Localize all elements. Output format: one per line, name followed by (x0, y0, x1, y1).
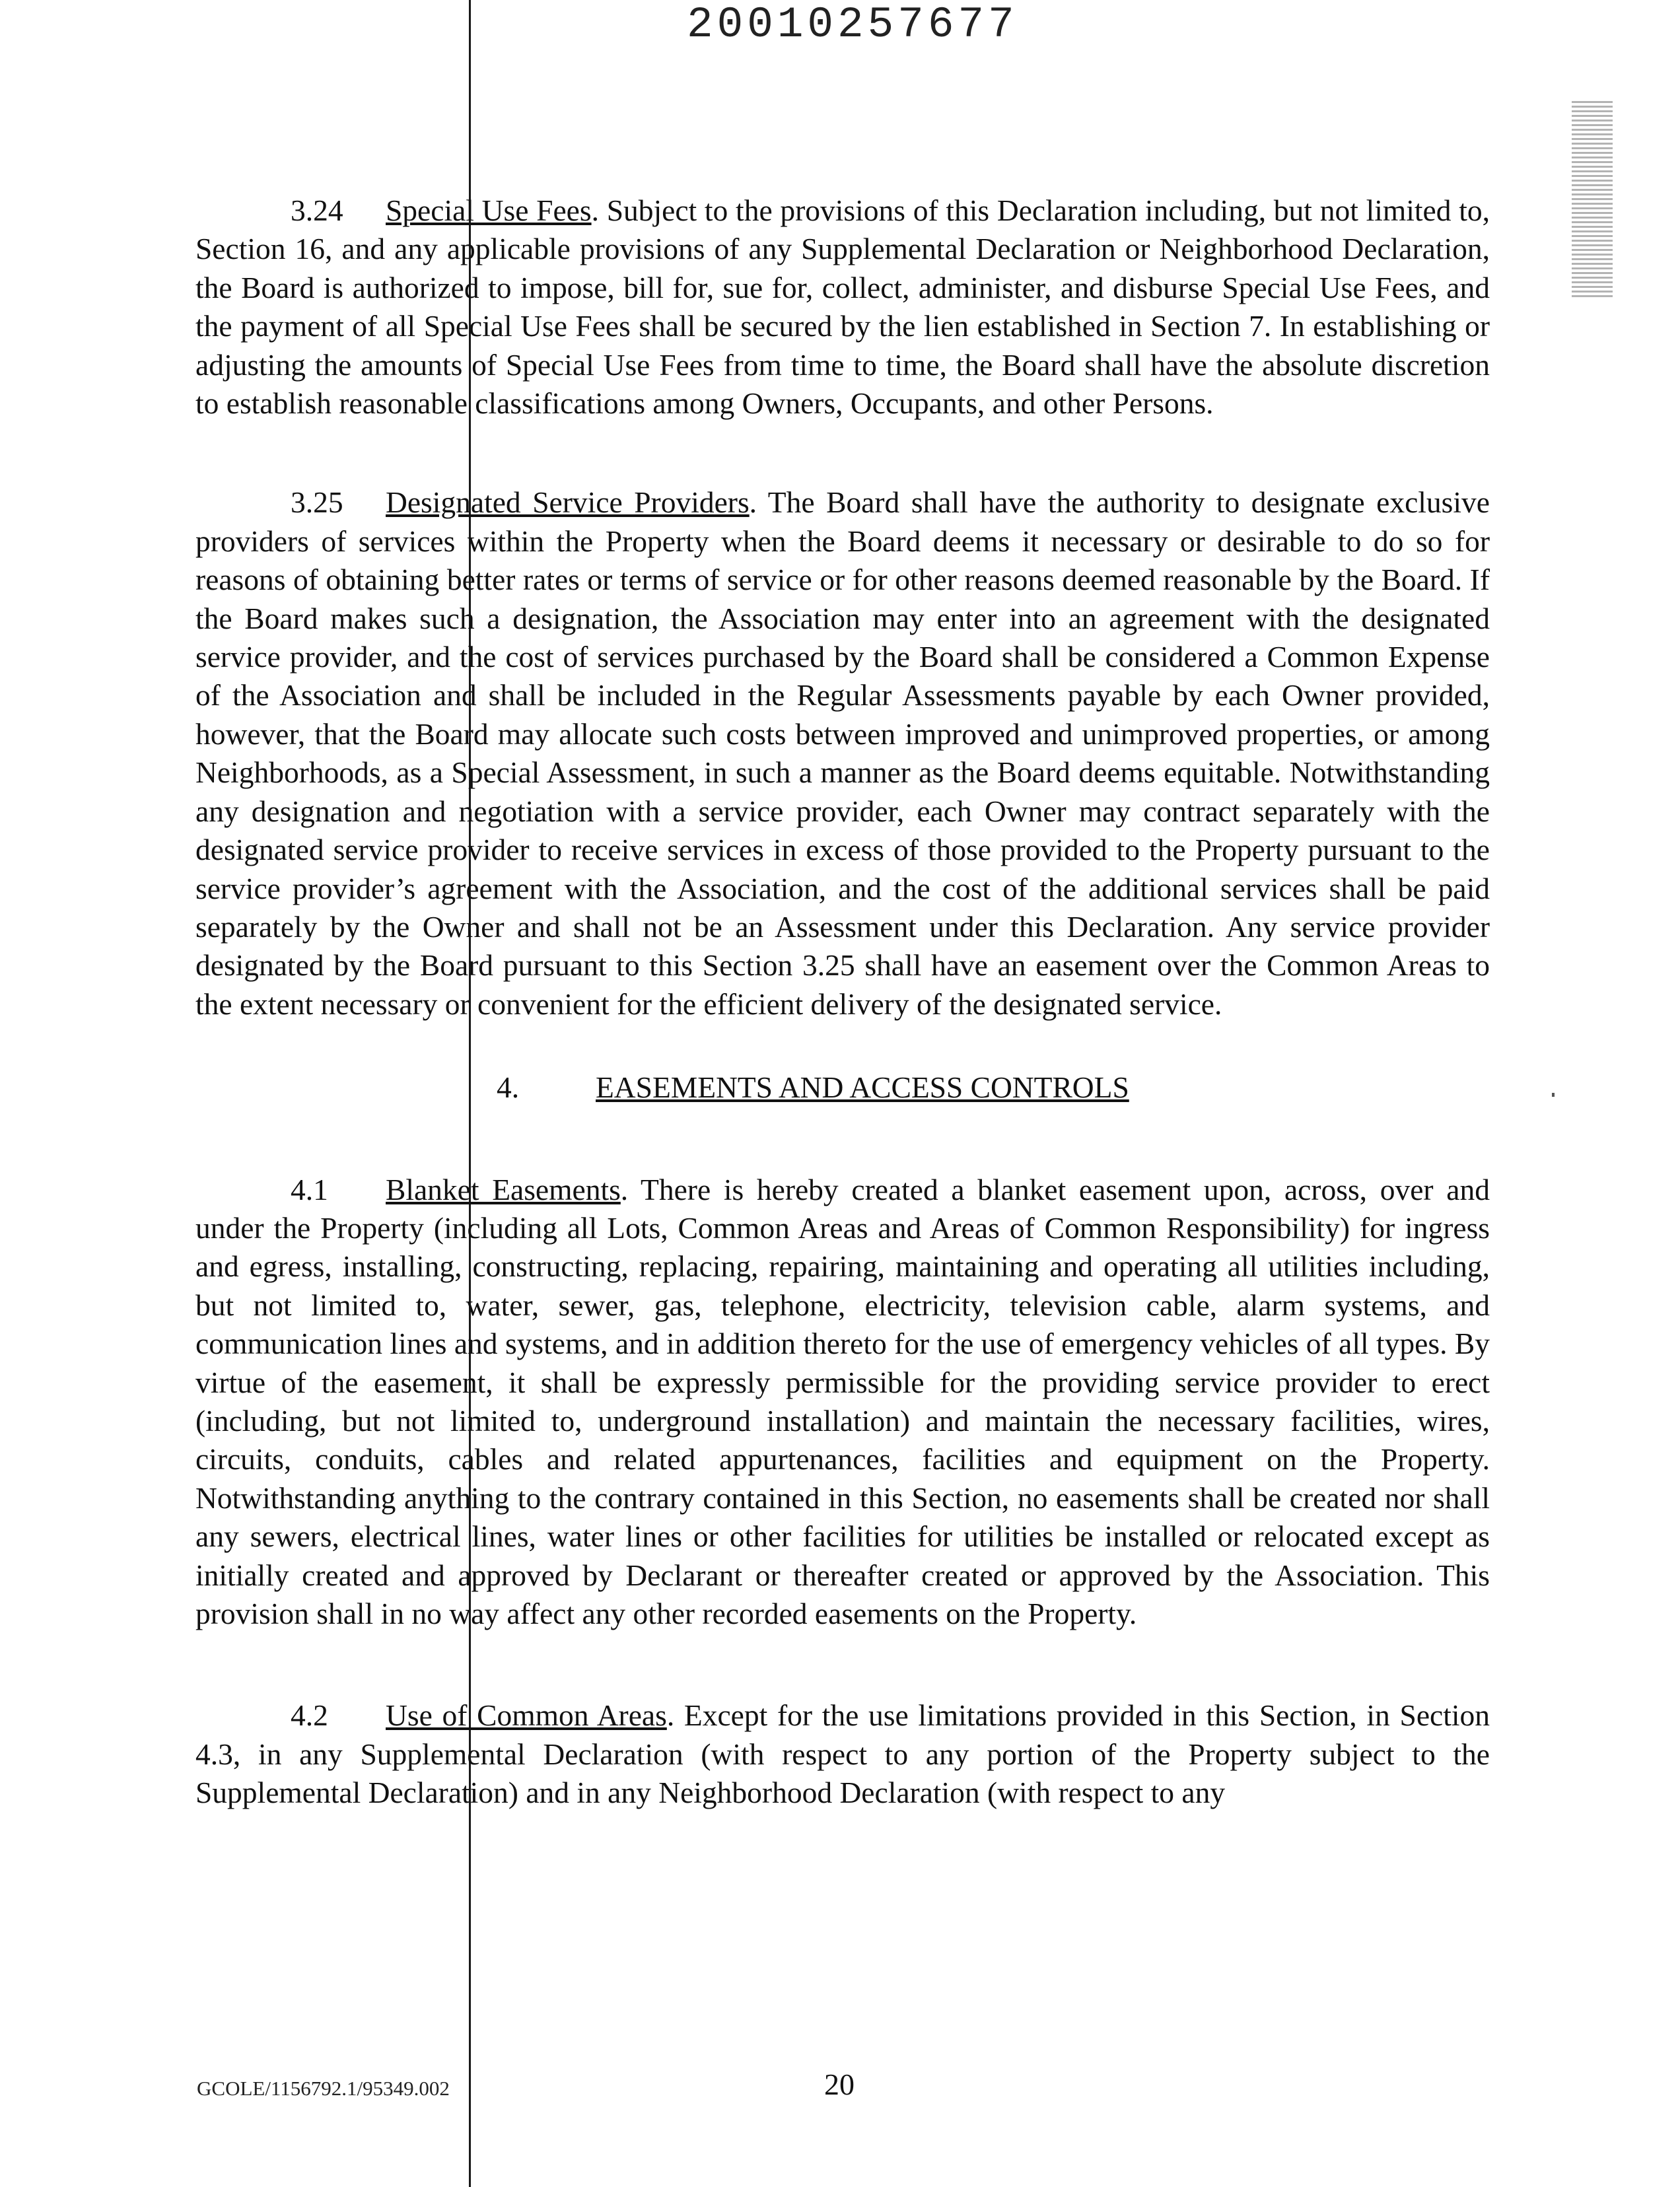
section-body: . The Board shall have the authority to designate exclusive providers of services within the Property when the Board deems it necessary or desirable to do so for reasons of obtaining better rates or terms of service or for other reasons deemed reasonable by the Board. If the Board makes such a designation, the Association may enter into an agreement with the designated service provider, and the cost of services purchased by the Board shall be considered a Common Expense of the Association and shall be included in the Regular Assessments payable by each Owner provided, however, that the Board may allocate such costs between improved and unimproved properties, or among Neighborhoods, as a Special Assessment, in such a manner as the Board deems equitable. Notwithstanding any designation and negotiation with a service provider, each Owner may contract separately with the designated service provider to receive services in excess of those provided to the Property pursuant to the service provider’s agreement with the Association, and the cost of the additional services shall be paid separately by the Owner and shall not be an Assessment under this Declaration. Any service provider designated by the Board pursuant to this Section 3.25 shall have an easement over the Common Areas to the extent necessary or convenient for the efficient delivery of the designated service. (195, 485, 1490, 1021)
section-title: Blanket Easements (386, 1172, 621, 1206)
section-3-25 (195, 483, 1490, 1024)
margin-stamp-mark (1572, 99, 1613, 297)
section-title: Designated Service Providers (386, 485, 750, 520)
recording-number: 20010257677 (687, 0, 1018, 50)
article-title: EASEMENTS AND ACCESS CONTROLS (596, 1070, 1129, 1105)
article-4-heading (195, 1068, 1490, 1107)
section-title: Special Use Fees (386, 193, 592, 227)
section-number: 4.1 (291, 1172, 328, 1206)
page-number: 20 (824, 2067, 855, 2101)
section-body: . There is hereby created a blanket easement upon, across, over and under the Property (including all Lots, Common Areas and Areas of Common Responsibility) for ingress and egress, installing, constructing, replacing, repairing, maintaining and operating all utilities including, but not limited to, water, sewer, gas, telephone, electricity, television cable, alarm systems, and communication lines and systems, and in addition thereto for the use of emergency vehicles of all types. By virtue of the easement, it shall be expressly permissible for the providing service provider to erect (including, but not limited to, underground installation) and maintain the necessary facilities, wires, circuits, conduits, cables and related appurtenances, facilities and equipment on the Property. Notwithstanding anything to the contrary contained in this Section, no easements shall be created nor shall any sewers, electrical lines, water lines or other facilities for utilities be installed or relocated except as initially created and approved by Declarant or thereafter created or approved by the Association. This provision shall in no way affect any other recorded easements on the Property. (195, 1172, 1490, 1630)
section-number: 3.24 (291, 193, 343, 227)
section-title: Use of Common Areas (386, 1698, 667, 1733)
scan-speck (1552, 1093, 1555, 1097)
section-body: . Subject to the provisions of this Declaration including, but not limited to, Section 16, and any applicable provisions of any Supplemental Declaration or Neighborhood Declaration, the Board is authorized to impose, bill for, sue for, collect, administer, and disburse Special Use Fees, and the payment of all Special Use Fees shall be secured by the lien established in Section 7. In establishing or adjusting the amounts of Special Use Fees from time to time, the Board shall have the absolute discretion to establish reasonable classifications among Owners, Occupants, and other Persons. (195, 193, 1490, 421)
section-number: 4.2 (291, 1698, 328, 1733)
section-number: 3.25 (291, 485, 343, 520)
article-number: 4. (497, 1070, 520, 1105)
section-4-1 (195, 1171, 1490, 1634)
document-body (195, 191, 1490, 1813)
section-4-2 (195, 1696, 1490, 1812)
section-3-24 (195, 191, 1490, 423)
footer-file-id: GCOLE/1156792.1/95349.002 (197, 2077, 450, 2100)
section-body: . Except for the use limitations provided in this Section, in Section 4.3, in any Supplemental Declaration (with respect to any portion of the Property subject to the Supplemental Declaration) and in any Neighborhood Declaration (with respect to any (195, 1698, 1490, 1810)
